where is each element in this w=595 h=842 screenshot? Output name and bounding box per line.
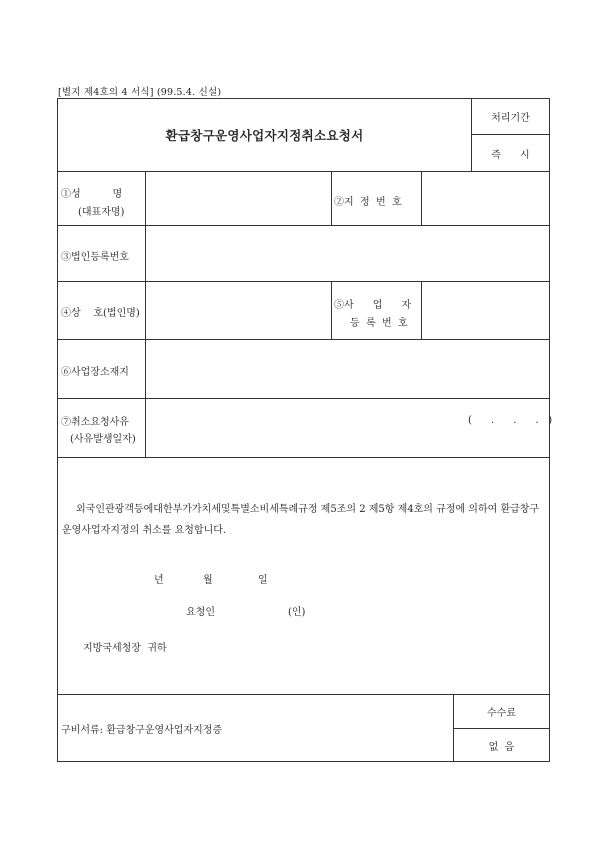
- corp-reg-number-label: ③법인등록번호: [61, 252, 129, 263]
- fee-value: 없 음: [488, 741, 515, 753]
- form-title: 환급창구운영사업자지정취소요청서: [165, 128, 364, 143]
- designation-number-label: ②지 정 번 호: [334, 197, 402, 208]
- corp-reg-number-input[interactable]: [146, 226, 548, 280]
- designation-left-divider: [331, 171, 332, 225]
- date-month: 월: [203, 575, 213, 586]
- business-location-input[interactable]: [146, 340, 548, 397]
- date-day: 일: [258, 575, 268, 586]
- cancellation-reason-input[interactable]: [146, 399, 466, 456]
- representative-label: (대표자명): [78, 207, 125, 218]
- trade-name-label: ④상 호(법인명): [61, 308, 140, 319]
- name-input[interactable]: [146, 172, 330, 224]
- row-line: [58, 457, 549, 458]
- trade-name-input[interactable]: [146, 282, 330, 338]
- addressee: 지방국세청장 귀하: [83, 643, 167, 654]
- fee-label: 수수료: [487, 708, 516, 719]
- date-year: 년: [154, 575, 164, 586]
- bizreg-label-line2: 등 록 번 호: [350, 318, 408, 329]
- cancellation-request-form: [57, 98, 553, 762]
- name-label: ①성 명: [61, 189, 123, 200]
- bizreg-left-divider: [331, 281, 332, 339]
- reason-date-input[interactable]: ( . . . ): [468, 415, 553, 426]
- bizreg-label-line1: ⑤사 업 자: [334, 300, 412, 311]
- seal-mark: (인): [288, 607, 306, 618]
- processing-period-value: 즉 시: [491, 149, 530, 161]
- business-location-label: ⑥사업장소재지: [61, 367, 129, 378]
- reason-date-label: (사유발생일자): [70, 434, 136, 445]
- requester-name-input[interactable]: [238, 602, 288, 616]
- requester-label: 요청인: [186, 607, 215, 618]
- bizreg-number-input[interactable]: [422, 282, 548, 338]
- processing-period-label: 처리기간: [491, 113, 530, 124]
- required-documents: 구비서류: 환급창구운영사업자지정증: [61, 725, 223, 736]
- cancellation-reason-label: ⑦취소요청사유: [61, 417, 129, 428]
- form-number-note: [별지 제4호의 4 서식] (99.5.4. 신설): [58, 87, 222, 98]
- request-statement: 외국인관광객등에대한부가가치세및특별소비세특례규정 제5조의 2 제5항 제4호의 규정에 의하여 환급창구운영사업자지정의 취소를 요청합니다.: [62, 504, 540, 536]
- designation-number-input[interactable]: [422, 172, 548, 224]
